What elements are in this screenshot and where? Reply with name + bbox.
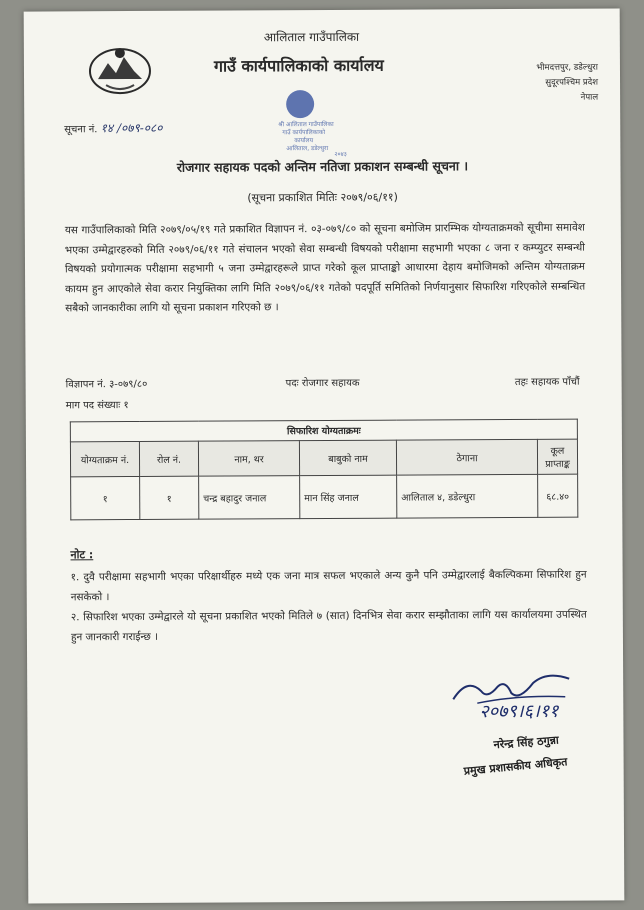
address-line: नेपाल — [580, 92, 599, 103]
demand-count: माग पद संख्याः १ — [65, 400, 129, 412]
notice-title: रोजगार सहायक पदको अन्तिम नतिजा प्रकाशन सम्बन्धी सूचना । — [176, 158, 469, 175]
note-item: १. दुवै परीक्षामा सहभागी भएका परिक्षार्थीहरु मध्ये एक जना मात्र सफल भएकाले अन्य कुनै पनि उम्मेद्वारलाई बैकल्पिकमा सिफारिश हुन नसकेको । — [70, 568, 587, 604]
stamp-line: गाउँ कार्यपालिकाको — [282, 128, 326, 137]
notice-number — [64, 119, 162, 137]
stamp-line: २०४३ — [334, 150, 347, 158]
notice-body: यस गाउँपालिकाको मिति २०७९/०५/१९ गते प्रकाशित विज्ञापन नं. ०३-०७९/८० को सूचना बमोजिम प्रारम्भिक योग्यताक्रमको सूचीमा समावेश भएका उम्मेद्वारहरुको मिति २०७९/०६/११ गते संचालन भएको सेवा सम्बन्धी विषयको परीक्षामा सहभागी भएका ८ जना र कम्प्युटर सम्बन्धी विषयको प्रयोगात्मक परीक्षामा सहभागी ५ जना उम्मेद्वारहरूले प्राप्त गरेको कूल प्राप्ताङ्को आधारमा देहाय बमोजिमको अन्तिम योग्यताक्रम कायम हुन आएकोले सेवा करार नियुक्तिका लागि मिति २०७९/०६/११ गतेको पदपूर्ति समितिको निर्णयानुसार सिफारिश गरिएकोले सम्बन्धित सबैको जानकारीका लागि यो सूचना प्रकाशन गरिएको छ । — [64, 221, 586, 315]
signature-date: २०७९।६।११ — [479, 700, 559, 723]
office-address — [536, 61, 598, 106]
table-caption: सिफारिश योग्यताक्रमः — [70, 419, 577, 442]
column-header: रोल नं. — [139, 441, 198, 476]
address-line: भीमदत्तपुर, डडेल्धुरा — [536, 62, 598, 73]
stamp-line: कार्यालय — [294, 137, 314, 145]
table-cell: चन्द्र बहादुर जनाल — [199, 476, 300, 520]
table-cell: १ — [71, 476, 140, 519]
notice-number-value: १४ /०७९-०८० — [100, 120, 163, 136]
municipality-name: आलिताल गाउँपालिका — [263, 29, 360, 45]
table-header-row — [70, 439, 577, 477]
notes-list — [71, 565, 587, 648]
note-item: २. सिफारिश भएका उम्मेद्वारले यो सूचना प्रकाशित भएको मितिले ७ (सात) दिनभित्र सेवा करार सम्झौताका लागि यस कार्यालयमा उपस्थित हुन जानकारी गराईन्छ । — [70, 608, 587, 644]
stamp-line: श्री आलिताल गाउँपालिका — [278, 120, 334, 129]
column-header: कूल प्राप्ताङ्क — [537, 439, 577, 474]
notes-title: नोट : — [70, 548, 94, 562]
office-title: गाउँ कार्यपालिकाको कार्यालय — [213, 55, 384, 76]
nepal-emblem-icon — [86, 41, 154, 101]
column-header: नाम, थर — [198, 441, 299, 477]
notice-document — [24, 8, 625, 903]
table-cell: मान सिंह जनाल — [300, 475, 397, 519]
office-stamp — [264, 80, 374, 165]
column-header: योग्यताक्रम नं. — [70, 441, 139, 476]
address-line: सुदूरपश्चिम प्रदेश — [545, 77, 599, 88]
advertisement-number: विज्ञापन नं. ३-०७९/८० — [65, 378, 148, 391]
table-row — [71, 474, 578, 520]
table-cell: ६८.४० — [538, 474, 578, 517]
stamp-line: आलिताल, डडेल्धुरा — [286, 144, 329, 153]
post-name: पदः रोजगार सहायक — [285, 377, 360, 390]
published-date: (सूचना प्रकाशित मितिः २०७९/०६/११) — [247, 190, 398, 205]
notice-number-label: सूचना नं. — [64, 124, 98, 136]
column-header: ठेगाना — [396, 439, 537, 475]
table-cell: १ — [140, 476, 199, 519]
table-cell: आलिताल ४, डडेल्धुरा — [397, 474, 538, 518]
signatory-name: नरेन्द्र सिंह ठगुन्ना — [493, 733, 560, 752]
recommendation-table — [70, 419, 579, 521]
post-level: तहः सहायक पाँचौं — [514, 376, 580, 388]
signatory-designation: प्रमुख प्रशासकीय अधिकृत — [463, 755, 568, 778]
column-header: बाबुको नाम — [299, 440, 396, 476]
